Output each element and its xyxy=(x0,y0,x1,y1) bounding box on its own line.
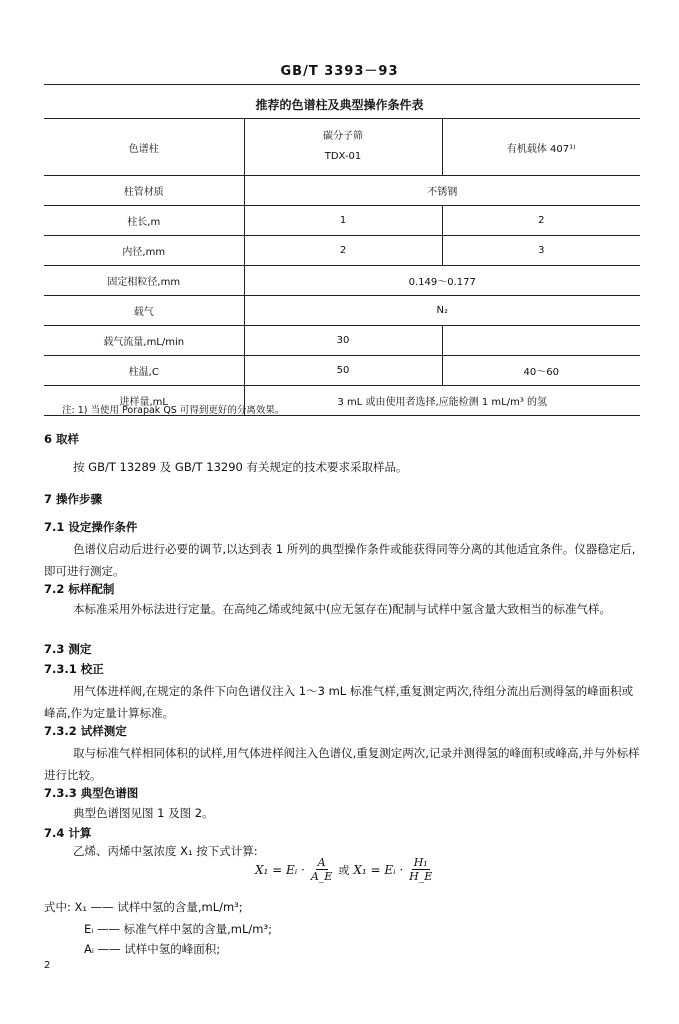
header-label-cell: 色谱柱 xyxy=(44,119,244,176)
header-col3-cell: 有机载体 407¹⁾ xyxy=(442,119,640,176)
row-label: 进样量,mL xyxy=(44,386,244,416)
row-label: 柱管材质 xyxy=(44,176,244,206)
table-row xyxy=(44,356,640,386)
section-7-2-text: 本标准采用外标法进行定量。在高纯乙烯或纯氮中(应无氢存在)配制与试样中氢含量大致相当的标准气样。 xyxy=(73,602,611,616)
formula-lhs-1: X₁ = Eᵢ · xyxy=(255,862,305,877)
section-7-1-heading: 7.1 设定操作条件 xyxy=(44,520,138,534)
table-title: 推荐的色谱柱及典型操作条件表 xyxy=(255,98,424,112)
row-col3-value xyxy=(442,326,640,356)
formula-fraction-1 xyxy=(309,856,334,883)
definitions-intro: 式中: xyxy=(44,900,71,914)
row-col2-value: 1 xyxy=(244,206,442,236)
table-row xyxy=(44,296,640,326)
row-label: 内径,mm xyxy=(44,236,244,266)
table-row xyxy=(44,266,640,296)
header-rule xyxy=(44,84,640,85)
header-col2-line1: 碳分子筛 xyxy=(323,131,363,142)
section-6-heading: 6 取样 xyxy=(44,432,80,446)
table-row xyxy=(44,176,640,206)
hydrogen-formula xyxy=(255,856,434,883)
definitions-line-1 xyxy=(44,896,640,918)
definition-x1: X₁ —— 试样中氢的含量,mL/m³; xyxy=(74,900,243,914)
formula-frac1-numerator: A xyxy=(317,856,326,869)
section-7-4-heading: 7.4 计算 xyxy=(44,826,92,840)
row-label: 柱温,C xyxy=(44,356,244,386)
table-row xyxy=(44,326,640,356)
section-7-3-3-text: 典型色谱图见图 1 及图 2。 xyxy=(73,806,214,820)
row-label: 固定相粒径,mm xyxy=(44,266,244,296)
section-7-3-2-heading: 7.3.2 试样测定 xyxy=(44,724,127,738)
table-row xyxy=(44,206,640,236)
definition-ei: Eᵢ —— 标准气样中氢的含量,mL/m³; xyxy=(84,922,272,936)
page-number: 2 xyxy=(44,960,51,971)
row-label: 柱长,m xyxy=(44,206,244,236)
formula-frac1-denominator: A_E xyxy=(310,870,333,883)
section-7-2-heading: 7.2 标样配制 xyxy=(44,582,115,596)
section-6-text: 按 GB/T 13289 及 GB/T 13290 有关规定的技术要求采取样品。 xyxy=(73,460,408,474)
row-col3-value: 2 xyxy=(442,206,640,236)
row-col3-value: 40～60 xyxy=(442,356,640,386)
definition-ai: Aᵢ —— 试样中氢的峰面积; xyxy=(84,942,221,956)
row-label: 载气流量,mL/min xyxy=(44,326,244,356)
header-col2-line2: TDX-01 xyxy=(324,151,362,162)
row-merged-value: 3 mL 或由使用者选择,应能检测 1 mL/m³ 的氢 xyxy=(244,386,640,416)
formula-frac2-numerator: H₁ xyxy=(413,856,428,869)
section-7-3-1-heading: 7.3.1 校正 xyxy=(44,662,104,676)
formula-fraction-2 xyxy=(407,856,434,883)
table-note: 注: 1) 当使用 Porapak QS 可得到更好的分离效果。 xyxy=(62,405,285,416)
section-7-1-text: 色谱仪启动后进行必要的调节,以达到表 1 所列的典型操作条件或能获得同等分离的其他适宜条件。仪器稳定后,即可进行测定。 xyxy=(44,542,636,578)
formula-or: 或 xyxy=(338,863,350,877)
section-7-3-heading: 7.3 测定 xyxy=(44,642,92,656)
section-7-3-3-heading: 7.3.3 典型色谱图 xyxy=(44,786,139,800)
row-col2-value: 30 xyxy=(244,326,442,356)
row-merged-value: N₂ xyxy=(244,296,640,326)
section-7-4-text: 乙烯、丙烯中氢浓度 X₁ 按下式计算: xyxy=(73,844,258,858)
header-col2-cell xyxy=(244,119,442,176)
row-col2-value: 50 xyxy=(244,356,442,386)
conditions-table xyxy=(44,118,640,416)
row-col2-value: 2 xyxy=(244,236,442,266)
standard-code: GB/T 3393－93 xyxy=(280,64,399,79)
formula-lhs-2: X₁ = Eᵢ · xyxy=(353,862,404,877)
table-row xyxy=(44,236,640,266)
formula-frac2-denominator: H_E xyxy=(409,870,433,883)
row-merged-value: 不锈钢 xyxy=(244,176,640,206)
table-header-row xyxy=(44,119,640,176)
section-7-3-1-text: 用气体进样阀,在规定的条件下向色谱仪注入 1～3 mL 标准气样,重复测定两次,待组分流出后测得氢的峰面积或峰高,作为定量计算标准。 xyxy=(44,684,634,720)
section-7-3-2-text: 取与标准气样相同体积的试样,用气体进样阀注入色谱仪,重复测定两次,记录并测得氢的峰面积或峰高,并与外标样进行比较。 xyxy=(44,746,640,782)
row-col3-value: 3 xyxy=(442,236,640,266)
row-label: 载气 xyxy=(44,296,244,326)
section-7-heading: 7 操作步骤 xyxy=(44,492,103,506)
row-merged-value: 0.149～0.177 xyxy=(244,266,640,296)
